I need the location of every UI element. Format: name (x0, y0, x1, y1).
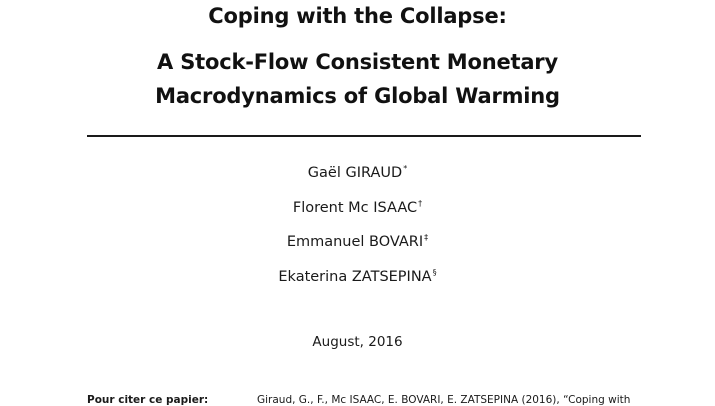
author-name: Florent Mc ISAAC (292, 200, 418, 216)
author-zatsepina (0, 268, 715, 285)
publication-date: August, 2016 (312, 334, 403, 350)
author-name: Emmanuel BOVARI (286, 234, 424, 250)
author-footnote-mark: † (418, 199, 423, 208)
citation-label: Pour citer ce papier: (87, 394, 209, 406)
author-bovari (0, 233, 715, 250)
title-line-3: Macrodynamics of Global Warming (155, 84, 560, 108)
author-name: Ekaterina ZATSEPINA (278, 269, 432, 285)
author-footnote-mark: * (403, 164, 408, 173)
author-mc-isaac (0, 199, 715, 216)
title-line-2: A Stock-Flow Consistent Monetary (157, 50, 558, 74)
citation-text: Giraud, G., F., Mc ISAAC, E. BOVARI, E. ZATSEPINA (2016), “Coping with (257, 394, 631, 406)
author-name: Gaël GIRAUD (307, 165, 403, 181)
author-giraud (0, 164, 715, 181)
author-footnote-mark: ‡ (424, 233, 429, 242)
author-footnote-mark: § (432, 268, 437, 277)
title-line-1: Coping with the Collapse: (208, 4, 507, 28)
title-divider (87, 135, 641, 137)
